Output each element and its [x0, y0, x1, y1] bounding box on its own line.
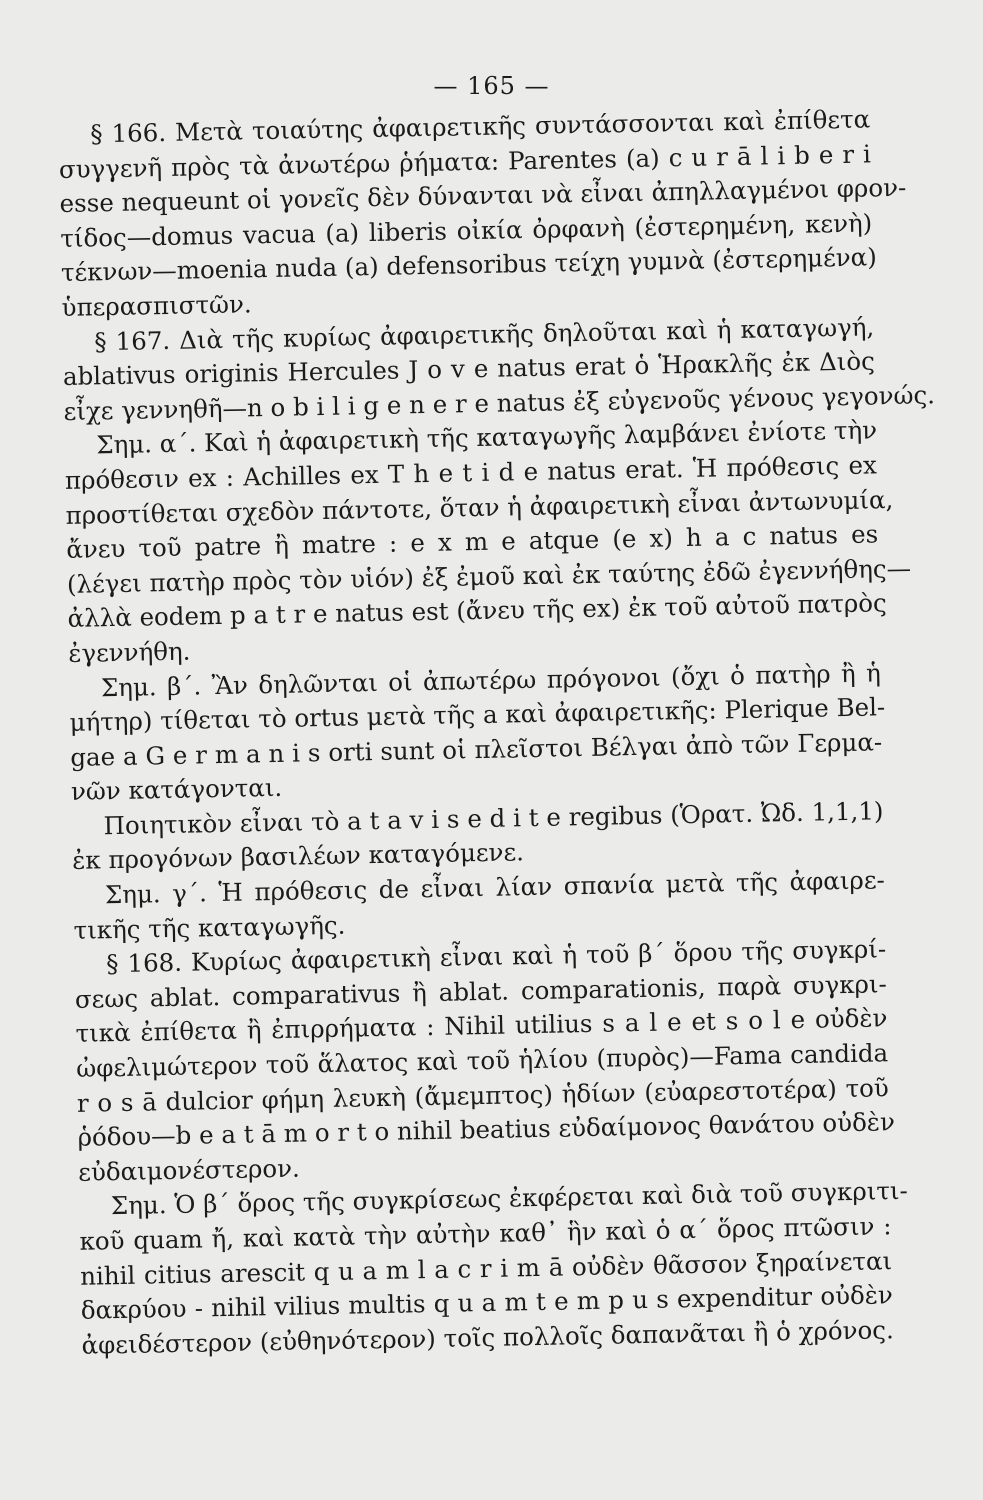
text-line: νῶν κατάγονται.	[70, 773, 283, 807]
text-line: δακρύου - nihil vilius multis q u a m t e m p u s expenditur οὐδὲν	[80, 1280, 894, 1325]
text-line: ῥόδου—b e a t ā m o r t o nihil beatius εὐδαίμονος θανάτου οὐδὲν	[77, 1107, 896, 1153]
text-line: πρόθεσιν ex : Achilles ex T h e t i d e natus erat. Ἡ πρόθεσις ex	[64, 450, 878, 495]
text-line: ἐκ προγόνων βασιλέων καταγόμενε.	[71, 837, 525, 876]
text-line: Σημ. β΄. Ἂν δηλῶνται οἱ ἀπωτέρω πρόγονοι (ὄχι ὁ πατὴρ ἢ ἡ	[100, 657, 882, 702]
text-line: Σημ. Ὁ β΄ ὅρος τῆς συγκρίσεως ἐκφέρεται καὶ διὰ τοῦ συγκριτι-	[110, 1176, 909, 1221]
text-line: § 168. Κυρίως ἀφαιρετικὴ εἶναι καὶ ἡ τοῦ β΄ ὅρου τῆς συγκρί-	[105, 934, 887, 979]
text-line: esse nequeunt οἱ γονεῖς δὲν δύνανται νὰ εἶναι ἀπηλλαγμένοι φρον-	[59, 172, 907, 219]
text-line: τικῆς τῆς καταγωγῆς.	[73, 910, 346, 945]
text-line: εὐδαιμονέστερον.	[77, 1153, 301, 1187]
text-line: σεως ablat. comparativus ἢ ablat. comparationis, παρὰ συγκρι-	[74, 969, 888, 1014]
text-line: ὑπερασπιστῶν.	[61, 289, 252, 322]
text-line: ἄνευ τοῦ patre ἢ matre : e x m e atque (e x) h a c natus es	[66, 519, 879, 565]
text-line: nihil citius arescit q u a m l a c r i m ā οὐδὲν θᾶσσον ξηραίνεται	[79, 1245, 893, 1291]
text-line: Σημ. γ΄. Ἡ πρόθεσις de εἶναι λίαν σπανία μετὰ τῆς ἀφαιρε-	[104, 865, 886, 910]
text-line: μήτηρ) τίθεται τὸ ortus μετὰ τῆς a καὶ ἀφαιρετικῆς: Plerique Bel-	[69, 692, 886, 737]
text-line: r o s ā dulcior φήμη λευκὴ (ἄμεμπτος) ἡδίων (εὐαρεστοτέρα) τοῦ	[76, 1072, 890, 1118]
body-text	[58, 102, 936, 1363]
text-line: τίδος—domus vacua (a) liberis οἰκία ὀρφανὴ (ἐστερημένη, κενὴ)	[60, 208, 873, 253]
text-line: § 166. Μετὰ τοιαύτης ἀφαιρετικῆς συντάσσονται καὶ ἐπίθετα	[90, 104, 871, 149]
text-line: ὠφελιμώτερον τοῦ ἅλατος καὶ τοῦ ἡλίου (πυρὸς)—Fama candida	[75, 1038, 889, 1083]
text-line: κοῦ quam ἤ, καὶ κατὰ τὴν αὐτὴν καθ᾿ ἣν καὶ ὁ α΄ ὅρος πτῶσιν :	[79, 1211, 892, 1256]
text-line: συγγενῆ πρὸς τὰ ἀνωτέρω ῥήματα: Parentes (a) c u r ā l i b e r i	[58, 138, 872, 184]
text-line: ἐγεννήθη.	[68, 636, 191, 668]
text-line: ablativus originis Hercules J o v e natus erat ὁ Ἡρακλῆς ἐκ Διὸς	[62, 346, 876, 392]
text-line: § 167. Διὰ τῆς κυρίως ἀφαιρετικῆς δηλοῦται καὶ ἡ καταγωγή,	[94, 311, 875, 356]
text-line: gae a G e r m a n i s orti sunt οἱ πλεῖστοι Βέλγαι ἀπὸ τῶν Γερμα-	[69, 726, 883, 772]
text-line: προστίθεται σχεδὸν πάντοτε, ὅταν ἡ ἀφαιρετικὴ εἶναι ἀντωνυμία,	[65, 484, 894, 530]
text-line: (λέγει πατὴρ πρὸς τὸν υἱόν) ἐξ ἐμοῦ καὶ ἐκ ταύτης ἐδῶ ἐγεννήθης—	[66, 553, 912, 599]
text-line: Σημ. α΄. Καὶ ἡ ἀφαιρετικὴ τῆς καταγωγῆς λαμβάνει ἐνίοτε τὴν	[96, 415, 878, 460]
text-line: ἀλλὰ eodem p a t r e natus est (ἄνευ τῆς ex) ἐκ τοῦ αὐτοῦ πατρὸς	[67, 588, 888, 634]
text-line: εἶχε γεννηθῆ—n o b i l i g e n e r e natus ἐξ εὐγενοῦς γένους γεγονώς.	[63, 379, 936, 426]
text-line: ἀφειδέστερον (εὐθηνότερον) τοῖς πολλοῖς δαπανᾶται ἢ ὁ χρόνος.	[81, 1314, 895, 1360]
text-line: τικὰ ἐπίθετα ἢ ἐπιρρήματα : Nihil utilius s a l e et s o l e οὐδὲν	[75, 1003, 888, 1049]
text-line: τέκνων—moenia nuda (a) defensoribus τείχη γυμνὰ (ἐστερημένα)	[60, 242, 878, 288]
text-line: Ποιητικὸν εἶναι τὸ a t a v i s e d i t e regibus (Ὁρατ. Ὠδ. 1,1,1)	[103, 796, 884, 841]
page-number: — 165 —	[433, 72, 550, 100]
